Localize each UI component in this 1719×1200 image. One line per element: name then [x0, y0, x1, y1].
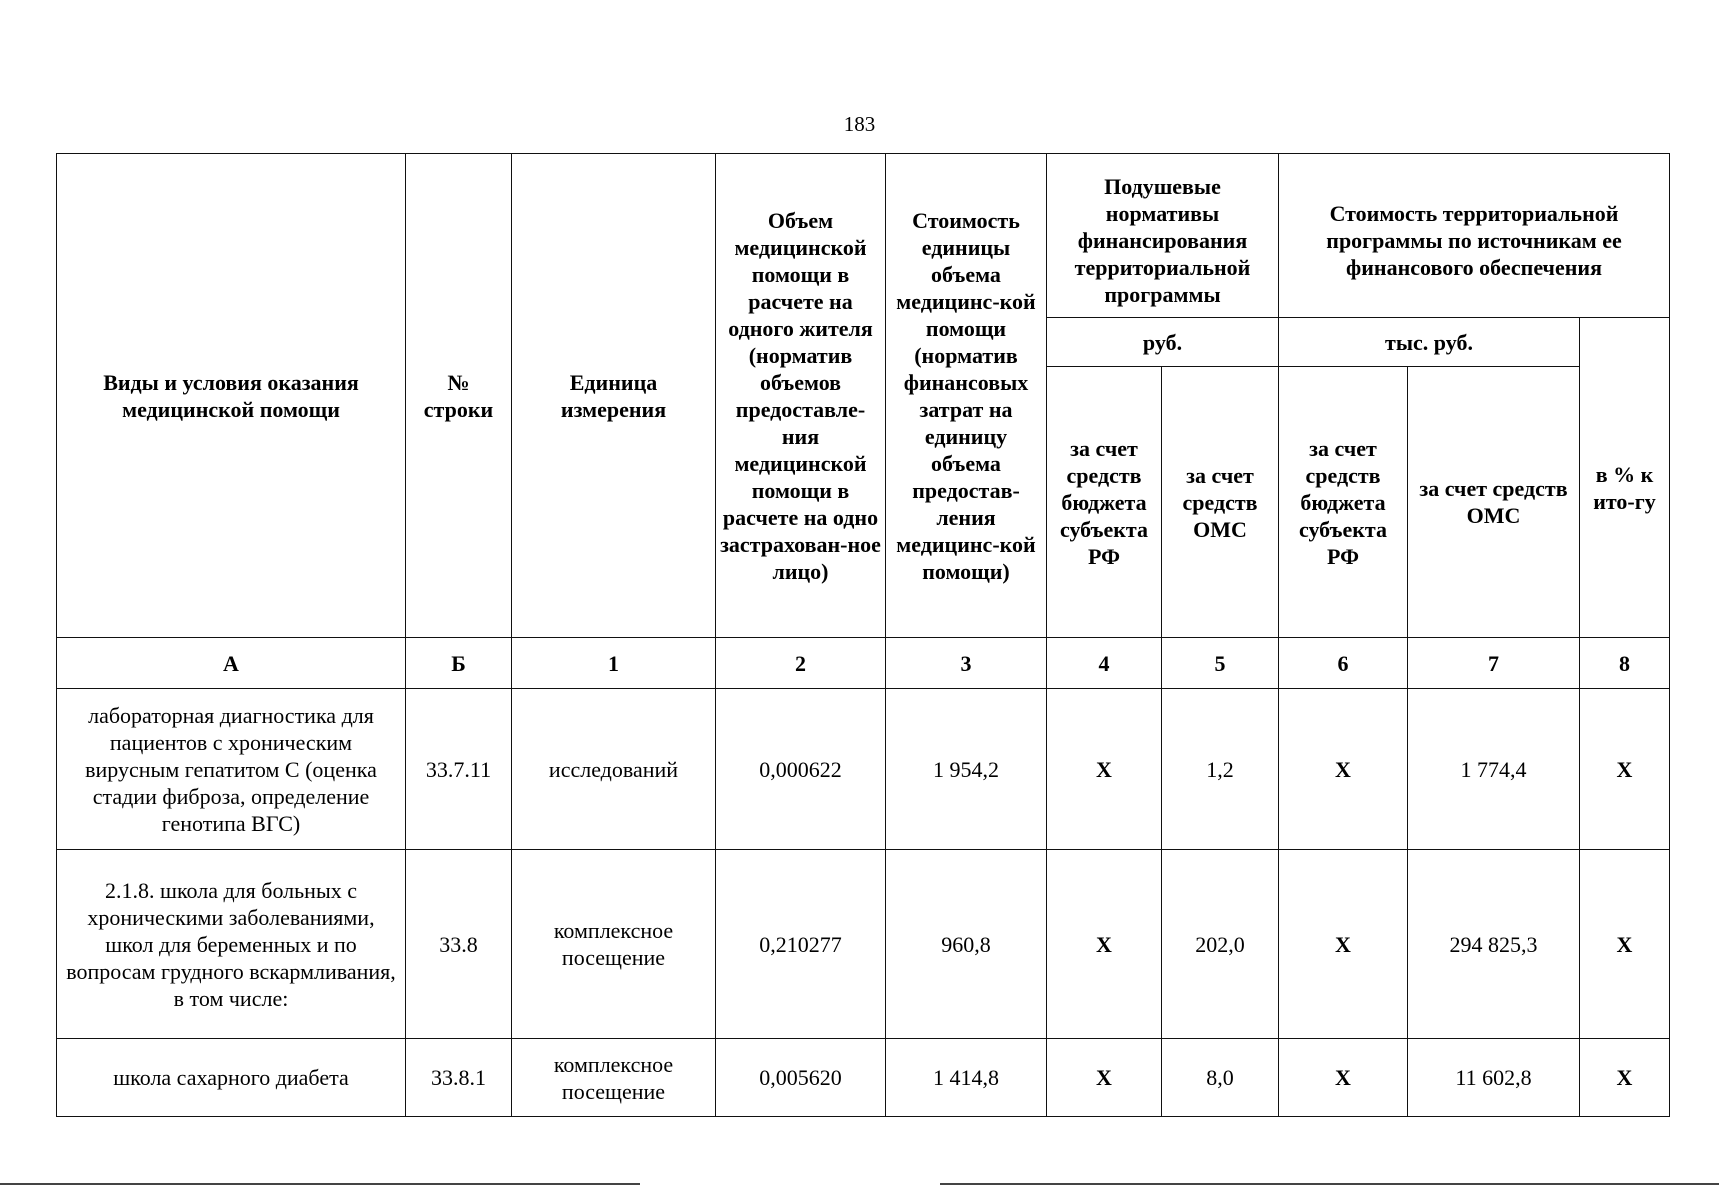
row-cost-budget: Х [1279, 689, 1408, 850]
row-volume: 0,000622 [716, 689, 886, 850]
header-row-1 [57, 154, 1670, 318]
row-unit: комплексное посещение [512, 1039, 716, 1117]
row-cost-budget: Х [1279, 850, 1408, 1039]
row-unit: комплексное посещение [512, 850, 716, 1039]
column-number: 4 [1047, 638, 1162, 689]
column-number: 5 [1162, 638, 1279, 689]
table-row [57, 689, 1670, 850]
row-cost-budget: Х [1279, 1039, 1408, 1117]
table-row [57, 850, 1670, 1039]
row-cost-oms: 1 774,4 [1408, 689, 1580, 850]
header-col-3: Стоимость единицы объема медицинс-кой помощи (норматив финансовых затрат на единицу объема предостав-ления медицинс-кой помощи) [886, 154, 1047, 638]
row-name: лабораторная диагностика для пациентов с хроническим вирусным гепатитом С (оценка стадии фиброза, определение генотипа ВГС) [57, 689, 406, 850]
header-col-b: № строки [406, 154, 512, 638]
column-number: А [57, 638, 406, 689]
column-number: 8 [1580, 638, 1670, 689]
row-per-capita-budget: Х [1047, 1039, 1162, 1117]
header-unit-thousand-rub: тыс. руб. [1279, 318, 1580, 367]
row-volume: 0,005620 [716, 1039, 886, 1117]
header-group-per-capita: Подушевые нормативы финансирования территориальной программы [1047, 154, 1279, 318]
column-number: 7 [1408, 638, 1580, 689]
row-name: 2.1.8. школа для больных с хроническими заболеваниями, школ для беременных и по вопросам грудного вскармливания, в том числе: [57, 850, 406, 1039]
row-line-number: 33.7.11 [406, 689, 512, 850]
column-number-row [57, 638, 1670, 689]
row-per-capita-oms: 1,2 [1162, 689, 1279, 850]
scan-page-edge [0, 1183, 1719, 1185]
column-number: 2 [716, 638, 886, 689]
row-volume: 0,210277 [716, 850, 886, 1039]
row-percent: Х [1580, 850, 1670, 1039]
header-col-7: за счет средств ОМС [1408, 367, 1580, 638]
row-per-capita-budget: Х [1047, 689, 1162, 850]
header-group-cost: Стоимость территориальной программы по источникам ее финансового обеспечения [1279, 154, 1670, 318]
page-number: 183 [843, 112, 876, 136]
row-per-capita-budget: Х [1047, 850, 1162, 1039]
header-col-8: в % к ито-гу [1580, 318, 1670, 638]
header-unit-rub: руб. [1047, 318, 1279, 367]
header-col-2: Объем медицинской помощи в расчете на одного жителя (норматив объемов предоставле-ния медицинской помощи в расчете на одно застрахован-ное лицо) [716, 154, 886, 638]
financing-table [56, 153, 1670, 1117]
row-cost-oms: 294 825,3 [1408, 850, 1580, 1039]
header-col-a: Виды и условия оказания медицинской помощи [57, 154, 406, 638]
header-col-1: Единица измерения [512, 154, 716, 638]
header-col-6: за счет средств бюджета субъекта РФ [1279, 367, 1408, 638]
row-name: школа сахарного диабета [57, 1039, 406, 1117]
row-percent: Х [1580, 689, 1670, 850]
row-percent: Х [1580, 1039, 1670, 1117]
column-number: 6 [1279, 638, 1408, 689]
row-line-number: 33.8.1 [406, 1039, 512, 1117]
row-per-capita-oms: 8,0 [1162, 1039, 1279, 1117]
column-number: 3 [886, 638, 1047, 689]
row-unit-cost: 1 954,2 [886, 689, 1047, 850]
row-cost-oms: 11 602,8 [1408, 1039, 1580, 1117]
row-unit-cost: 1 414,8 [886, 1039, 1047, 1117]
row-unit-cost: 960,8 [886, 850, 1047, 1039]
row-unit: исследований [512, 689, 716, 850]
header-col-4: за счет средств бюджета субъекта РФ [1047, 367, 1162, 638]
table-row [57, 1039, 1670, 1117]
row-per-capita-oms: 202,0 [1162, 850, 1279, 1039]
column-number: Б [406, 638, 512, 689]
row-line-number: 33.8 [406, 850, 512, 1039]
column-number: 1 [512, 638, 716, 689]
header-col-5: за счет средств ОМС [1162, 367, 1279, 638]
